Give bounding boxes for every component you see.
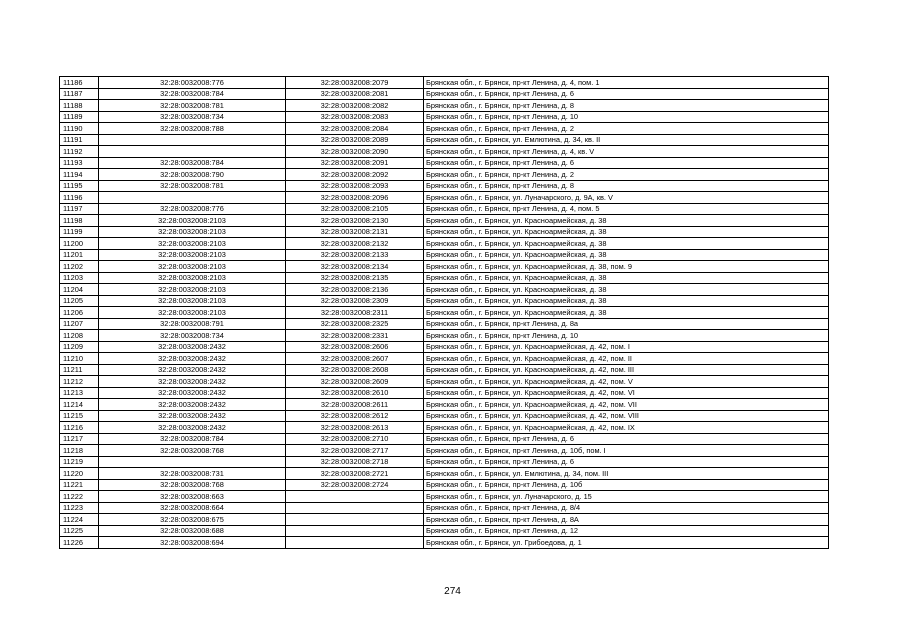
cadastral-number-cell: 32:28:0032008:2311 — [286, 307, 424, 319]
cadastral-number-cell: 32:28:0032008:2089 — [286, 134, 424, 146]
table-row — [60, 203, 829, 215]
parent-cadastral-number-cell: 32:28:0032008:675 — [99, 514, 286, 526]
address-cell: Брянская обл., г. Брянск, ул. Красноармейская, д. 42, пом. II — [424, 353, 829, 365]
cadastral-number-cell: 32:28:0032008:2710 — [286, 433, 424, 445]
row-number-cell: 11189 — [60, 111, 99, 123]
parent-cadastral-number-cell — [99, 146, 286, 158]
parent-cadastral-number-cell: 32:28:0032008:2432 — [99, 353, 286, 365]
registry-table-body — [60, 77, 829, 549]
row-number-cell: 11186 — [60, 77, 99, 89]
address-cell: Брянская обл., г. Брянск, ул. Емлютина, д. 34, кв. II — [424, 134, 829, 146]
row-number-cell: 11192 — [60, 146, 99, 158]
parent-cadastral-number-cell: 32:28:0032008:2103 — [99, 215, 286, 227]
table-row — [60, 456, 829, 468]
table-row — [60, 330, 829, 342]
row-number-cell: 11202 — [60, 261, 99, 273]
row-number-cell: 11206 — [60, 307, 99, 319]
row-number-cell: 11214 — [60, 399, 99, 411]
parent-cadastral-number-cell — [99, 192, 286, 204]
address-cell: Брянская обл., г. Брянск, ул. Луначарского, д. 9А, кв. V — [424, 192, 829, 204]
parent-cadastral-number-cell: 32:28:0032008:781 — [99, 180, 286, 192]
parent-cadastral-number-cell: 32:28:0032008:784 — [99, 88, 286, 100]
row-number-cell: 11193 — [60, 157, 99, 169]
parent-cadastral-number-cell: 32:28:0032008:2103 — [99, 307, 286, 319]
parent-cadastral-number-cell: 32:28:0032008:734 — [99, 330, 286, 342]
address-cell: Брянская обл., г. Брянск, пр-кт Ленина, д. 10б — [424, 479, 829, 491]
table-row — [60, 134, 829, 146]
table-row — [60, 525, 829, 537]
table-row — [60, 537, 829, 549]
address-cell: Брянская обл., г. Брянск, ул. Красноармейская, д. 38 — [424, 215, 829, 227]
address-cell: Брянская обл., г. Брянск, ул. Луначарского, д. 15 — [424, 491, 829, 503]
cadastral-number-cell: 32:28:0032008:2724 — [286, 479, 424, 491]
parent-cadastral-number-cell: 32:28:0032008:776 — [99, 203, 286, 215]
parent-cadastral-number-cell: 32:28:0032008:2432 — [99, 376, 286, 388]
parent-cadastral-number-cell: 32:28:0032008:734 — [99, 111, 286, 123]
parent-cadastral-number-cell: 32:28:0032008:2432 — [99, 410, 286, 422]
row-number-cell: 11218 — [60, 445, 99, 457]
address-cell: Брянская обл., г. Брянск, ул. Красноармейская, д. 42, пом. VI — [424, 387, 829, 399]
table-row — [60, 307, 829, 319]
row-number-cell: 11216 — [60, 422, 99, 434]
table-row — [60, 445, 829, 457]
parent-cadastral-number-cell: 32:28:0032008:784 — [99, 157, 286, 169]
table-row — [60, 376, 829, 388]
address-cell: Брянская обл., г. Брянск, ул. Грибоедова, д. 1 — [424, 537, 829, 549]
address-cell: Брянская обл., г. Брянск, пр-кт Ленина, д. 10 — [424, 330, 829, 342]
cadastral-number-cell: 32:28:0032008:2136 — [286, 284, 424, 296]
row-number-cell: 11200 — [60, 238, 99, 250]
table-row — [60, 100, 829, 112]
address-cell: Брянская обл., г. Брянск, пр-кт Ленина, д. 8 — [424, 180, 829, 192]
address-cell: Брянская обл., г. Брянск, ул. Красноармейская, д. 38 — [424, 295, 829, 307]
table-row — [60, 157, 829, 169]
address-cell: Брянская обл., г. Брянск, пр-кт Ленина, д. 6 — [424, 433, 829, 445]
parent-cadastral-number-cell: 32:28:0032008:2103 — [99, 272, 286, 284]
address-cell: Брянская обл., г. Брянск, ул. Красноармейская, д. 38 — [424, 226, 829, 238]
row-number-cell: 11208 — [60, 330, 99, 342]
parent-cadastral-number-cell — [99, 456, 286, 468]
row-number-cell: 11210 — [60, 353, 99, 365]
parent-cadastral-number-cell: 32:28:0032008:2432 — [99, 341, 286, 353]
cadastral-number-cell: 32:28:0032008:2130 — [286, 215, 424, 227]
table-row — [60, 284, 829, 296]
address-cell: Брянская обл., г. Брянск, ул. Красноармейская, д. 38 — [424, 284, 829, 296]
cadastral-number-cell: 32:28:0032008:2607 — [286, 353, 424, 365]
table-row — [60, 468, 829, 480]
address-cell: Брянская обл., г. Брянск, пр-кт Ленина, д. 10б, пом. I — [424, 445, 829, 457]
cadastral-number-cell: 32:28:0032008:2610 — [286, 387, 424, 399]
cadastral-number-cell: 32:28:0032008:2718 — [286, 456, 424, 468]
table-row — [60, 249, 829, 261]
parent-cadastral-number-cell: 32:28:0032008:790 — [99, 169, 286, 181]
row-number-cell: 11188 — [60, 100, 99, 112]
row-number-cell: 11220 — [60, 468, 99, 480]
cadastral-number-cell: 32:28:0032008:2093 — [286, 180, 424, 192]
parent-cadastral-number-cell: 32:28:0032008:2103 — [99, 284, 286, 296]
cadastral-number-cell: 32:28:0032008:2606 — [286, 341, 424, 353]
address-cell: Брянская обл., г. Брянск, ул. Красноармейская, д. 38 — [424, 238, 829, 250]
row-number-cell: 11194 — [60, 169, 99, 181]
address-cell: Брянская обл., г. Брянск, пр-кт Ленина, д. 8 — [424, 100, 829, 112]
row-number-cell: 11201 — [60, 249, 99, 261]
table-row — [60, 387, 829, 399]
parent-cadastral-number-cell: 32:28:0032008:663 — [99, 491, 286, 503]
table-row — [60, 364, 829, 376]
parent-cadastral-number-cell: 32:28:0032008:2103 — [99, 249, 286, 261]
table-row — [60, 215, 829, 227]
row-number-cell: 11190 — [60, 123, 99, 135]
row-number-cell: 11221 — [60, 479, 99, 491]
table-row — [60, 123, 829, 135]
row-number-cell: 11207 — [60, 318, 99, 330]
row-number-cell: 11215 — [60, 410, 99, 422]
parent-cadastral-number-cell: 32:28:0032008:768 — [99, 445, 286, 457]
cadastral-number-cell: 32:28:0032008:2611 — [286, 399, 424, 411]
cadastral-number-cell: 32:28:0032008:2134 — [286, 261, 424, 273]
cadastral-number-cell: 32:28:0032008:2084 — [286, 123, 424, 135]
parent-cadastral-number-cell: 32:28:0032008:2103 — [99, 226, 286, 238]
row-number-cell: 11187 — [60, 88, 99, 100]
parent-cadastral-number-cell: 32:28:0032008:2432 — [99, 364, 286, 376]
cadastral-number-cell: 32:28:0032008:2081 — [286, 88, 424, 100]
address-cell: Брянская обл., г. Брянск, пр-кт Ленина, д. 2 — [424, 123, 829, 135]
address-cell: Брянская обл., г. Брянск, пр-кт Ленина, д. 8А — [424, 514, 829, 526]
cadastral-number-cell: 32:28:0032008:2325 — [286, 318, 424, 330]
cadastral-number-cell: 32:28:0032008:2613 — [286, 422, 424, 434]
table-row — [60, 169, 829, 181]
table-row — [60, 514, 829, 526]
row-number-cell: 11222 — [60, 491, 99, 503]
row-number-cell: 11211 — [60, 364, 99, 376]
row-number-cell: 11219 — [60, 456, 99, 468]
parent-cadastral-number-cell: 32:28:0032008:791 — [99, 318, 286, 330]
row-number-cell: 11191 — [60, 134, 99, 146]
address-cell: Брянская обл., г. Брянск, ул. Красноармейская, д. 42, пом. VII — [424, 399, 829, 411]
address-cell: Брянская обл., г. Брянск, пр-кт Ленина, д. 4, кв. V — [424, 146, 829, 158]
table-row — [60, 422, 829, 434]
address-cell: Брянская обл., г. Брянск, ул. Красноармейская, д. 38 — [424, 272, 829, 284]
address-cell: Брянская обл., г. Брянск, пр-кт Ленина, д. 10 — [424, 111, 829, 123]
address-cell: Брянская обл., г. Брянск, ул. Красноармейская, д. 42, пом. I — [424, 341, 829, 353]
cadastral-number-cell — [286, 491, 424, 503]
address-cell: Брянская обл., г. Брянск, ул. Красноармейская, д. 42, пом. III — [424, 364, 829, 376]
parent-cadastral-number-cell: 32:28:0032008:2432 — [99, 422, 286, 434]
cadastral-number-cell — [286, 514, 424, 526]
parent-cadastral-number-cell: 32:28:0032008:776 — [99, 77, 286, 89]
table-row — [60, 491, 829, 503]
cadastral-number-cell — [286, 502, 424, 514]
address-cell: Брянская обл., г. Брянск, пр-кт Ленина, д. 8а — [424, 318, 829, 330]
parent-cadastral-number-cell: 32:28:0032008:731 — [99, 468, 286, 480]
row-number-cell: 11212 — [60, 376, 99, 388]
address-cell: Брянская обл., г. Брянск, пр-кт Ленина, д. 6 — [424, 456, 829, 468]
row-number-cell: 11224 — [60, 514, 99, 526]
row-number-cell: 11203 — [60, 272, 99, 284]
cadastral-number-cell: 32:28:0032008:2090 — [286, 146, 424, 158]
cadastral-number-cell: 32:28:0032008:2309 — [286, 295, 424, 307]
table-row — [60, 238, 829, 250]
row-number-cell: 11196 — [60, 192, 99, 204]
parent-cadastral-number-cell: 32:28:0032008:2103 — [99, 238, 286, 250]
row-number-cell: 11217 — [60, 433, 99, 445]
address-cell: Брянская обл., г. Брянск, ул. Красноармейская, д. 38, пом. 9 — [424, 261, 829, 273]
address-cell: Брянская обл., г. Брянск, ул. Емлютина, д. 34, пом. III — [424, 468, 829, 480]
parent-cadastral-number-cell: 32:28:0032008:2103 — [99, 261, 286, 273]
table-row — [60, 261, 829, 273]
address-cell: Брянская обл., г. Брянск, пр-кт Ленина, д. 12 — [424, 525, 829, 537]
table-row — [60, 399, 829, 411]
row-number-cell: 11197 — [60, 203, 99, 215]
parent-cadastral-number-cell: 32:28:0032008:688 — [99, 525, 286, 537]
parent-cadastral-number-cell: 32:28:0032008:2432 — [99, 399, 286, 411]
parent-cadastral-number-cell: 32:28:0032008:781 — [99, 100, 286, 112]
table-row — [60, 353, 829, 365]
address-cell: Брянская обл., г. Брянск, ул. Красноармейская, д. 42, пом. IX — [424, 422, 829, 434]
address-cell: Брянская обл., г. Брянск, пр-кт Ленина, д. 6 — [424, 88, 829, 100]
cadastral-number-cell: 32:28:0032008:2079 — [286, 77, 424, 89]
address-cell: Брянская обл., г. Брянск, пр-кт Ленина, д. 6 — [424, 157, 829, 169]
address-cell: Брянская обл., г. Брянск, ул. Красноармейская, д. 38 — [424, 307, 829, 319]
page-number: 274 — [444, 586, 461, 597]
address-cell: Брянская обл., г. Брянск, пр-кт Ленина, д. 2 — [424, 169, 829, 181]
cadastral-number-cell: 32:28:0032008:2082 — [286, 100, 424, 112]
table-row — [60, 226, 829, 238]
row-number-cell: 11209 — [60, 341, 99, 353]
table-row — [60, 433, 829, 445]
parent-cadastral-number-cell: 32:28:0032008:664 — [99, 502, 286, 514]
cadastral-number-cell: 32:28:0032008:2721 — [286, 468, 424, 480]
parent-cadastral-number-cell: 32:28:0032008:784 — [99, 433, 286, 445]
cadastral-number-cell: 32:28:0032008:2083 — [286, 111, 424, 123]
table-row — [60, 502, 829, 514]
cadastral-number-cell: 32:28:0032008:2105 — [286, 203, 424, 215]
row-number-cell: 11205 — [60, 295, 99, 307]
row-number-cell: 11223 — [60, 502, 99, 514]
address-cell: Брянская обл., г. Брянск, пр-кт Ленина, д. 4, пом. 1 — [424, 77, 829, 89]
address-cell: Брянская обл., г. Брянск, пр-кт Ленина, д. 4, пом. 5 — [424, 203, 829, 215]
row-number-cell: 11213 — [60, 387, 99, 399]
cadastral-number-cell — [286, 537, 424, 549]
cadastral-number-cell: 32:28:0032008:2096 — [286, 192, 424, 204]
row-number-cell: 11198 — [60, 215, 99, 227]
parent-cadastral-number-cell: 32:28:0032008:2103 — [99, 295, 286, 307]
row-number-cell: 11226 — [60, 537, 99, 549]
cadastral-number-cell: 32:28:0032008:2131 — [286, 226, 424, 238]
cadastral-number-cell: 32:28:0032008:2331 — [286, 330, 424, 342]
table-row — [60, 111, 829, 123]
cadastral-number-cell: 32:28:0032008:2092 — [286, 169, 424, 181]
cadastral-number-cell: 32:28:0032008:2717 — [286, 445, 424, 457]
cadastral-number-cell — [286, 525, 424, 537]
table-row — [60, 479, 829, 491]
table-row — [60, 180, 829, 192]
row-number-cell: 11204 — [60, 284, 99, 296]
cadastral-number-cell: 32:28:0032008:2612 — [286, 410, 424, 422]
table-row — [60, 272, 829, 284]
table-row — [60, 410, 829, 422]
cadastral-number-cell: 32:28:0032008:2135 — [286, 272, 424, 284]
table-row — [60, 146, 829, 158]
address-cell: Брянская обл., г. Брянск, ул. Красноармейская, д. 42, пом. V — [424, 376, 829, 388]
row-number-cell: 11195 — [60, 180, 99, 192]
address-cell: Брянская обл., г. Брянск, ул. Красноармейская, д. 42, пом. VIII — [424, 410, 829, 422]
row-number-cell: 11199 — [60, 226, 99, 238]
address-cell: Брянская обл., г. Брянск, ул. Красноармейская, д. 38 — [424, 249, 829, 261]
cadastral-number-cell: 32:28:0032008:2609 — [286, 376, 424, 388]
table-row — [60, 318, 829, 330]
cadastral-number-cell: 32:28:0032008:2091 — [286, 157, 424, 169]
row-number-cell: 11225 — [60, 525, 99, 537]
registry-table — [59, 76, 829, 549]
table-row — [60, 88, 829, 100]
table-row — [60, 295, 829, 307]
table-row — [60, 192, 829, 204]
cadastral-number-cell: 32:28:0032008:2132 — [286, 238, 424, 250]
parent-cadastral-number-cell: 32:28:0032008:788 — [99, 123, 286, 135]
parent-cadastral-number-cell: 32:28:0032008:694 — [99, 537, 286, 549]
table-row — [60, 77, 829, 89]
parent-cadastral-number-cell — [99, 134, 286, 146]
table-row — [60, 341, 829, 353]
cadastral-number-cell: 32:28:0032008:2133 — [286, 249, 424, 261]
parent-cadastral-number-cell: 32:28:0032008:768 — [99, 479, 286, 491]
address-cell: Брянская обл., г. Брянск, пр-кт Ленина, д. 8/4 — [424, 502, 829, 514]
cadastral-number-cell: 32:28:0032008:2608 — [286, 364, 424, 376]
parent-cadastral-number-cell: 32:28:0032008:2432 — [99, 387, 286, 399]
